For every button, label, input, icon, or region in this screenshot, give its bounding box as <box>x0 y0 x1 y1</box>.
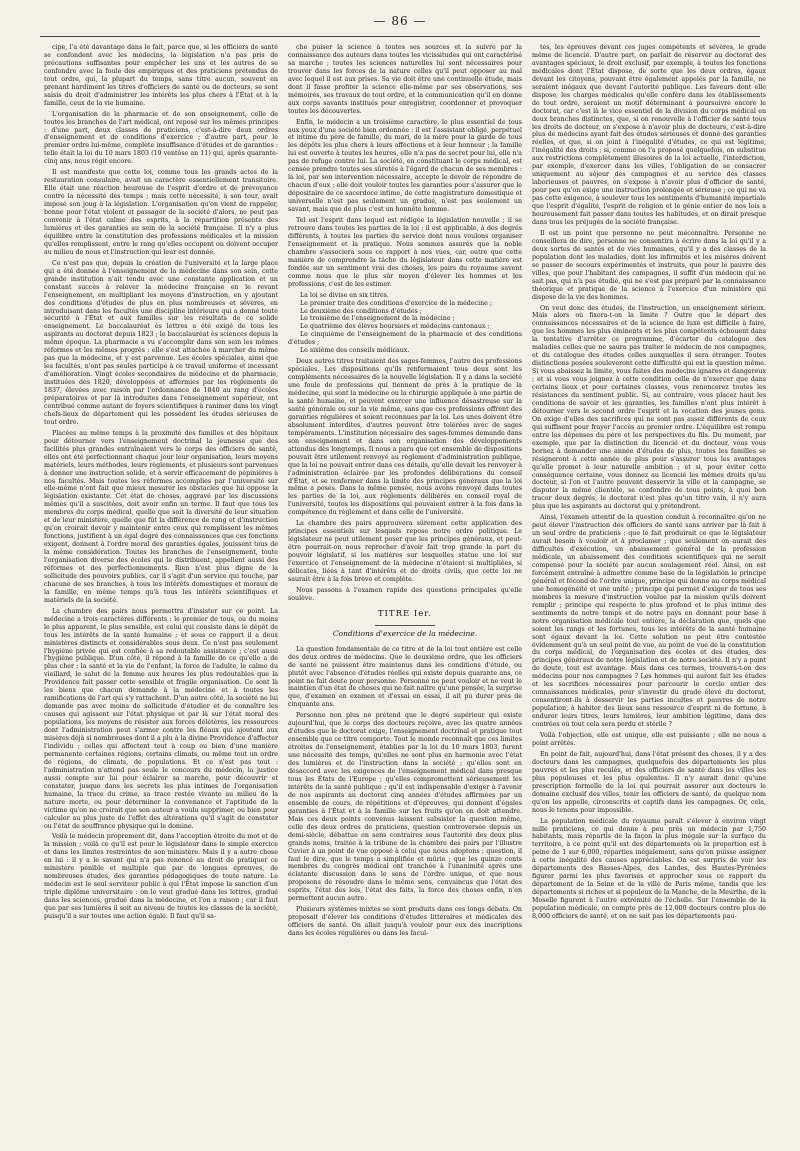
section-title: TITRE Ier. <box>377 608 433 619</box>
list-item: Le cinquième de l'enseignement de la pharmacie et des conditions d'études ; <box>288 331 522 347</box>
paragraph: Ainsi, l'examen attentif de la question conduit à reconnaître qu'on ne peut élever l'instruction des officiers de santé sans arriver par là fait à un seul ordre de praticiens ; que le fait produirait ce que le législateur aurait besoin à vouloir et à proclamer ; que seulement on aurait des difficultés d'exécution, un abaissement général de la profession médicale, un abaissement des conditions scientifiques qui ne serait compensé pour la société par aucun soulagement réel. Ainsi, on est forcément entraîné à admettre comme base de la législation le principe général et fécond de l'ordre unique, principe qui donne au corps médical une homogénéité et une unité ; principe qui permet d'exiger de tous ses membres la mesure d'instruction voulue par la mission qu'ils doivent remplir ; principe qui respecte le plus profond et le plus intime des sentiments de notre temps et de notre pays en donnant pour base à notre organisation médicale tout entière, la déclaration que, quels que soient les rangs et les fortunes, tous les intérêts de la santé humaine sont égaux devant la loi. Cette solution ne peut être contestée évidemment qu'à un seul point de vue, au point de vue de la constitution du corps médical, de l'organisation des écoles et des études, des principes généraux de notre législation et de notre société. Il n'y a point de doute, tout est avantage. Mais dans ces termes, trouvera-t-on des médecins pour nos campagnes ? Les hommes qui auront fait les études et les sacrifices nécessaires pour parcourir le cercle entier des connaissances médicales, pour s'investir du grade élevé du doctorat, consentiront-ils à desservir les parties incultes et pauvres de notre population, à habiter des lieux sans ressource d'esprit ni de fortune, à endurer leurs titres, leurs lumières, leur ambition légitime, dans des contrées où tout cela sera perdu et stérile ? <box>532 514 766 729</box>
list-item: Le troisième de l'enseignement de la médecine ; <box>300 315 455 323</box>
list-item: La loi se divise en six titres. <box>300 291 389 299</box>
text-columns <box>44 44 766 1140</box>
paragraph: Enfin, le médecin a un troisième caractère, le plus essentiel de tous aux yeux d'une société bien ordonnée : il est l'assistant obligé, perpétuel et intime du père de famille, du mari, de la mère pour la garde de tous les dépôts les plus chers à leurs affections et à leur honneur ; la famille lui est ouverte à toutes les heures, elle n'a pas de secret pour lui, elle n'a pas de refuge contre lui. La société, en constituant le corps médical, est censée prendre toutes ses sûretés à l'égard de chacun de ses membres : la loi, par son intervention nécessaire, accepte le devoir de répondre de chacun d'eux ; elle doit vouloir toutes les garanties pour s'assurer que le dépositaire de ce sacerdoce intime, de cette magistrature domestique et universelle n'est pas seulement un gradué, n'est pas seulement un savant, mais que de plus c'est un honnête homme. <box>288 118 522 214</box>
column-middle <box>288 44 522 1140</box>
paragraph: Voilà l'objection, elle est unique, elle est puissante ; elle ne nous a point arrêtés. <box>532 732 766 747</box>
paragraph: En point de fait, aujourd'hui, dans l'état présent des choses, il y a des docteurs dans les campagnes, quelquefois des départements les plus pauvres et les plus reculés, et des officiers de santé dans les villes les plus populeuses et les plus opulentes. Il n'y aurait donc qu'une prescription formelle de la loi qui pourrait assurer aux docteurs le domaine exclusif des villes, tenir les officiers de santé, de quelque nom qu'on les appelle, circonscrits et captifs dans les campagnes. Or, cela, nous le tenons pour impossible. <box>532 750 766 814</box>
column-right <box>532 44 766 1140</box>
paragraph: On veut donc des études, de l'instruction, un enseignement sérieux. Mais alors où fixera-t-on la limite ? Outre que le départ des connaissances nécessaires et de la science de luxe est difficile à faire, que les hommes les plus éminents et les plus compétents échouent dans la tentative d'arrêter ce programme, d'écarter du catalogue des maladies celles que ne saura pas traiter le médecin de nos campagnes, et du catalogue des études celles auxquelles il sera étranger. Toutes distinctions posées souleveront cette difficulté qui est la question même. Si vous abaissez la limite, vous faites des médecins ignares et dangereux ; et si vous vous joignez à cette condition celle de n'exercer que dans certains lieux et pour certaines classes, vous renoncerez toutes les résistances du sentiment public. Si, au contraire, vous placez haut les conditions de savoir et les garanties, les familles n'ont plus intérêt à détourner vers le second ordre l'esprit et la vocation des jeunes gens. On exige d'elles des sacrifices qui ne sont pas assez différents de ceux qui suffisent pour frayer l'accès au premier ordre. L'équilibre est rompu entre les dépenses du père et les perspectives du fils. Du moment, par exemple, que par la distinction du licencié et du docteur, vous vous bornez à demander une année d'études de plus, toutes les familles se résigneront à cette année de plus pour s'assurer tous les avantages qu'elle promet à leur naturelle ambition ; et si, pour éviter cette conséquence certaine, vous donnez au licencié les mêmes droits qu'au docteur, si l'on et l'autre peuvent desservir la ville et la campagne, se disputer la même clientèle, se confondre de tous points, à quoi bon tracer deux degrés, le doctorat n'est plus qu'un titre vain, il n'y aura plus que les aspirants au doctorat qui y prétendront. <box>532 304 766 511</box>
list-item: Le premier traite des conditions d'exercice de la médecine ; <box>300 299 492 307</box>
list-item: Le sixième des conseils médicaux. <box>300 347 410 355</box>
paragraph: Personne non plus ne prétend que le degré supérieur qui existe aujourd'hui, que le corps des docteurs reçoive, avec les quatre années d'études que le doctorat exige, l'enseignement doctrinal et pratique tout ensemble que ce titre comporte. Tout le monde reconnaît que ces limites étroites de l'enseignement, établies par la loi du 10 mars 1803, furent une nécessité des temps, qu'elles ne sont plus en harmonie avec l'état des lumières et de l'instruction dans la société ; qu'elles sont en désaccord avec les exigences de l'enseignement médical dans presque tous les États de l'Europe ; qu'elles compromettent sérieusement les intérêts de la santé publique ; qu'il est indispensable d'exiger à l'avenir de nos aspirants au doctorat cinq années d'études affirmées par un ensemble de cours, de répétitions et d'épreuves, qui donnent d'égales garanties à l'État et à la famille sur les fruits qu'on en doit attendre. Mais ces deux points convenus laissent subsister la question même, celle des deux ordres de praticiens, question controversée depuis un demi-siècle, débattue en sens contraires sous l'autorité des deux plus grands noms, traitée à la tribune de la chambre des pairs par l'illustre Cuvier à un point de vue opposé à celui que nous adoptons ; question, il faut le dire, que le temps a simplifiée et mûrie ; que les quinze cents membres du congrès médical ont tranchée à l'unanimité après une éclatante discussion dans le sens de l'ordre unique, et que nous proposons de résoudre dans le même sens, convaincus que l'état des esprits, l'état des lois, l'état des faits, la force des choses enfin, n'en permettent aucun autre. <box>288 712 522 903</box>
paragraph: Ce n'est pas que, depuis la création de l'université et la large place qui a été donnée à l'enseignement de la médecine dans son sein, cette grande institution n'ait tendu avec une constante application et un constant succès à relever la médecine française en le revant l'enseignement, en multipliant les moyens d'instruction, en y ajoutant des conditions d'études de plus en plus nombreuses et sévères, en introduisant dans les facultés une discipline intérieure qui a donné toute sécurité à l'État et aux familles sur les résultats de ce solide enseignement. Le baccalauréat ès lettres a été exigé de tous les aspirants au doctorat depuis 1823 ; le baccalauréat ès sciences depuis la même époque. La pharmacie a vu s'accomplir dans son sein les mêmes réformes et les mêmes progrès : elle s'est attachée à marcher du même pas que la médecine, et y est parvenue. Les écoles spéciales, ainsi que les facultés, n'ont pas seules participé à ce travail uniforme et incessant d'amélioration. Vingt écoles secondaires de médecine et de pharmacie, instituées dès 1820, développées et affermies par les règlements de 1837, élevées avec raison par l'ordonnance de 1840 au rang d'écoles préparatoires et par là introduites dans l'enseignement supérieur, ont contribué comme autant de foyers scientifiques à ranimer dans les vingt chefs-lieux de département qui les possèdent les études sérieuses de tout ordre. <box>44 259 278 426</box>
title-list <box>288 292 522 356</box>
paragraph: cipe, l'a été davantage dans le fait, parce que, si les officiers de santé se confondent avec les médecins, la législation n'a pas pris de précautions suffisantes pour empêcher les uns et les autres de se confondre avec la foule des empiriques et des praticiens prétendus de tout ordre, qui, la plupart du temps, sans titre aucun, souvent en prenant hardiment les titres d'officiers de santé ou de docteurs, se sont saisis du droit d'administrer les intérêts les plus chers à l'État et à la famille, ceux de la vie humaine. <box>44 44 278 107</box>
paragraph: L'organisation de la pharmacie et de son enseignement, celle de toutes les branches de l'art médical, ont reposé sur les mêmes principes : d'une part, deux classes de praticiens, c'est-à-dire deux ordres d'enseignement et de conditions d'exercice ; d'autre part, pour le premier ordre lui-même, complète insuffisance d'études et de garanties : telle était la loi du 10 mars 1803 (19 ventôse an 11) qui, après quarante-cinq ans, nous régit encore. <box>44 110 278 166</box>
paragraph: Deux autres titres traitaient des sages-femmes, l'autre des professions spéciales. Les dispositions qu'ils renfermaient tous deux sont les compléments nécessaires de la nouvelle législation. Il y a dans la société une foule de professions qui tiennent de près à la pratique de la médecine, qui sont la médecine ou la chirurgie appliquée à une partie de la santé humaine, et peuvent exercer une influence désastreuse sur la santé générale ou sur la vie même, sans que ces professions offrent des garanties régulières et soient reconnues par la loi. Les unes doivent être absolument interdites, d'autres peuvent être tolérées avec de sages tempéraments. L'institution nécessaire des sages-femmes demande dans son enseignement et dans son organisation des développements attendus dès longtemps. Il nous a paru que cet ensemble de dispositions pouvait être utilement renvoyé au règlement d'administration publique, que la loi ne pouvait entrer dans ces détails, qu'elle devait les renvoyer à l'administration éclairée par les profondes délibérations du conseil d'État, et se renfermer dans la limite des principes généraux que la loi même a posés. Dans la même pensée, nous avons renvoyé dans toutes les parties de la loi, aux règlements délibérés en conseil royal de l'université, toutes les dispositions qui pouvaient entrer à la fois dans la compétence du règlement et dans celle de l'université. <box>288 358 522 517</box>
list-item: Le deuxième des conditions d'études ; <box>300 307 422 315</box>
page-number: — 86 — <box>373 14 427 28</box>
paragraph: tés, les épreuves devant ces juges compétents et sévères, le grade même de licencié. D'autre part, on parlait de réserver au doctorat des avantages spéciaux, le droit exclusif, par exemple, à toutes les fonctions médicales dont l'État dispose, de sorte que les deux ordres, égaux devant les citoyens, pouvant être également appelés par la famille, ne seraient inégaux que devant l'autorité publique. Les faveurs dont elle dispose, les charges médicales qu'elle confère dans les établissements de tout ordre, seraient un motif déterminant à poursuivre encore le doctorat, car c'est là le vice essentiel de la division du corps médical en deux branches distinctes, que, si on renouvelle à l'officier de santé tous les droits de docteur, on s'expose à n'avoir plus de docteurs, c'est-à-dire plus de médecins ayant fait des études sérieuses et donné des garanties réelles, et que, si on joint à l'inégalité d'études, ce qui est légitime, l'inégalité des droits ; si, comme on l'a proposé quelquefois, on substitue aux restrictions complètement illusoires de la loi actuelle, l'interdiction, par exemple, d'exercer dans les villes, l'obligation de se consacrer uniquement au séjour des campagnes et au service des classes laborieuses et pauvres, on s'expose à n'avoir plus d'officier de santé, pour peu qu'on exige une instruction prolongée et sérieuse ; ce qui ne va pas cette exigence, à soulever tous les sentiments d'humanité impartiale que l'esprit d'égalité, l'esprit de religion et le génie entier de nos lois a heureusement fait passer dans toutes les habitudes, et on dirait presque dans tous les préjugés de la société française. <box>532 44 766 226</box>
paragraph: Plusieurs systèmes mixtes se sont produits dans ces longs débats. On proposait d'élever les conditions d'études littéraires et médicales des officiers de santé. On allait jusqu'à vouloir pour eux des inscriptions dans les écoles régulières ou dans les facul- <box>288 906 522 938</box>
paragraph: La question fondamentale de ce titre et de la loi tout entière est celle des deux ordres de médecins. Que le deuxième ordre, que les officiers de santé ne puissent être maintenus dans les conditions d'étude, ou plutôt avec l'absence d'études réelles qui existe depuis quarante ans, ce point ne fait doute pour personne. Personne ne peut vouloir et ne veut le maintien d'un état de choses qui ne fait naître qu'une pensée, la surprise que, d'examen en examen et d'essai en essai, il ait pu durer près de cinquante ans. <box>288 645 522 709</box>
divider <box>375 625 435 626</box>
paragraph: Tel est l'esprit dans lequel est rédigée la législation nouvelle ; il se retrouve dans toutes les parties de la loi ; il est applicable, à des degrés différents, à toutes les parties du service dont nous voulons organiser l'enseignement et la pratique. Nous sommes assurés que la noble chambre s'associera sous ce rapport à nos vues, car, outre que cette manière de comprendre la tâche du législateur dans cette matière est fondée sur un sentiment vrai des choses, les pairs du royaume savent comme nous que le plus sûr moyen d'élever les hommes et les professions, c'est de les estimer. <box>288 217 522 288</box>
section-subtitle: Conditions d'exercice de la médecine. <box>332 628 478 638</box>
paragraph: Placées au même temps à la proximité des familles et des hôpitaux pour détourner vers l'enseignement doctrinal la jeunesse que des facilités plus grandes entraînaient vers le corps des officiers de santé, elles ont été perfectionnant chaque jour leur organisation, leurs moyens matériels, leurs méthodes, leurs règlements, et plusieurs sont parvenues à donner une instruction solide, et à servir efficacement de pépinières à nos facultés. Mais toutes les réformes accomplies par l'université sur elle-même n'ont fait que mieux mesurer les obstacles que lui oppose la législation existante. Cet état de choses, aggravé par les discussions mêmes qu'il a suscitées, doit avoir enfin un terme. Il faut que tous les membres du corps médical, quelle que soit la diversité de leur situation et de leur ministère, quelle que fût la différence de rang et d'instruction qu'on croirait devoir y maintenir entre ceux qui remplissent les mêmes fonctions, justifient à un égal degré des connaissances que ces fonctions exigent, donnent à l'ordre moral des garanties égales, jouissent tous de la même considération. Toutes les branches de l'enseignement, toute l'organisation diverse des écoles qui le distribuent, appellent aussi des réformes et des perfectionnements. Rien n'est plus digne de la sollicitude des pouvoirs publics, car il s'agit d'un service qui touche, par chacune de ses branches, à tous les intérêts domestiques et moraux de la famille, en même temps qu'à tous les intérêts scientifiques et matériels de la société. <box>44 429 278 604</box>
paragraph: Nous passons à l'examen rapide des questions principales qu'elle soulève. <box>288 586 522 602</box>
paragraph: Voilà le médecin proprement dit, dans l'acception étroite du mot et de la mission ; voilà ce qu'il est pour le législateur dans le simple exercice et dans les limites restreintes de son ministère. Mais il y a autre chose en lui : il y a le savant qui n'a pas renoncé au droit de pratiquer ce ministère pénible et multiple que par de longues épreuves, de nombreuses études, des garanties pédagogiques de toute nature. Le médecin est le seul serviteur public à qui l'État impose la sanction d'un triple diplôme universitaire : on le veut gradué dans les lettres, gradué dans les sciences, gradué dans la médecine, et l'on a raison ; car il faut que par ses lumières il soit au niveau de toutes les classes de la société, puisqu'il a sur toutes une action égale. Il faut qu'il sa- <box>44 833 278 920</box>
paragraph: La chambre des pairs nous permettra d'insister sur ce point. La médecine a trois caractères différents : le premier de tous, ou du moins le plus apparent, le plus sensible, est celui qui consiste dans le dépôt de tous les intérêts de la santé humaine ; et sous ce rapport il a deux ministères distincts et considérables sous deux. Ce n'est pas seulement l'hygiène privée qui est confiée à sa redoutable assistance ; c'est aussi l'hygiène publique. D'un côté, il répond à la famille de ce qu'elle a de plus cher ; la santé et la vie de l'enfant, la force de l'adulte, le calme du vieillard, le salut de la femme aux heures les plus redoutables que la Providence fait passer cette sensible et fragile organisation. Ce sont là les biens que chacun demande à la médecine et à toutes les ramifications de l'art qui s'y rattachent. D'un autre côté, la société ne lui demande pas avec moins de sollicitude d'étudier et de connaître les causes qui agissent sur l'état physique et par là sur l'état moral des populations, les moyens de résister aux forces délétères, les ressources dont l'administration peut s'armer contre les fléaux qui ajoutent aux misères déjà si nombreuses dont il a plu à la divine Providence d'affecter l'individu ; celles qui affectent tout à coup ou bien d'une manière permanente certaines régions, certains climats, ou même tout un ordre de régions, de climats, de populations. Et ce n'est pas tout : l'administration n'attend pas seule le concours du médecin, la justice aussi compte sur lui pour éclairer sa marche, pour découvrir et constater, jusque dans les secrets les plus intimes de l'organisation humaine, la trace du crime, sa trace restée vivante au milieu de la nature morte, ou pour déterminer la convenance et l'aptitude de la victime qu'on ne croirait que son auteur a voulu supprimer, ou bien pour calculer au plus juste de l'effet des altérations qu'il s'agit de constater ou l'état de souffrance physique qui le domine. <box>44 607 278 830</box>
list-item: Le quatrième des élèves boursiers et médecins cantonaux ; <box>300 323 490 331</box>
page-header <box>40 12 760 37</box>
paragraph: La chambre des pairs approuvera sûrement cette application des principes essentiels sur lesquels repose notre ordre politique. Le législateur ne peut utilement poser que les principes généraux, et peut-être pourrait-on nous reprocher d'avoir fait trop grande la part du pouvoir législatif, si les matières sur lesquelles statue une loi sur l'exercice et l'enseignement de la médecine n'étaient si multipliées, si délicates, liées à tant d'intérêts et de droits civils, que cette loi ne saurait être à la fois brève et complète. <box>288 520 522 583</box>
paragraph: Il est un point que personne ne peut méconnaître. Personne ne conseillera de dire, personne ne consentira à écrire dans la loi qu'il y a deux sortes de santés et de vies humaines, qu'il y a des classes de la population dont les maladies, dont les infirmités et les misères doivent se passer de secours expérimentés et instruits, que pour le pauvre des villes, que pour l'habitant des campagnes, il suffit d'un médecin qui ne sait pas, qui n'a pas étudié, qui ne s'est pas préparé par la connaissance théorique et pratique de la science à l'exercice d'un ministère qui dispose de la vie des hommes. <box>532 229 766 301</box>
paragraph: Il est manifeste que cette loi, comme tous les grands actes de la restauration consulaire, avait un caractère essentiellement transitoire. Elle était une réaction heureuse de l'esprit d'ordre et de prévoyance contre la nécessité des temps ; mais cette nécessité, à son tour, avait imposé son joug à la législation. L'organisation qu'on vient de rappeler, bonne pour l'état violent et passager de la société d'alors, ne peut pas convenir à l'état calme des esprits, à la répartition présente des lumières et des garanties au sein de la société française. Il n'y a plus équilibre entre la constitution des professions médicales et la mission qu'elles remplissent, entre le rang qu'elles occupent ou doivent occuper au milieu de nous et l'instruction qui leur est donnée. <box>44 169 278 256</box>
paragraph: che puiser la science à toutes ses sources et la suivre par la connaissance des auteurs dans toutes les vicissitudes qui ont caractérisé sa marche ; toutes les sciences naturelles lui sont nécessaires pour trouver dans les forces de la nature celles qu'il peut opposer au mal avec lequel il est aux prises. Sa vie doit être une continuelle étude, mais dont il fasse profiter la science elle-même par ses observations, ses mémoires, ses travaux de tout ordre, et la communication qu'il en donne aux corps savants institués pour enregistrer, coordonner et provoquer toutes les découvertes. <box>288 44 522 115</box>
paragraph: La population médicale du royaume paraît s'élever à environ vingt mille praticiens, ce qui donne à peu près un médecin par 1,750 habitants, mais répartis de la façon la plus inégale sur la surface du territoire, à ce point qu'il est des départements où la proportion est à peine de 1 sur 6,000, réparties inégalement, sans qu'on puisse assigner à cette inégalité des causes appréciables. On est surpris de voir les départements des Basses-Alpes, des Landes, des Hautes-Pyrénées figurer parmi les plus favorisés et approcher sous ce rapport du département de la Seine et de la ville de Paris même, tandis que les départements si riches et si populeux de la Manche, de la Meurthe, de la Moselle figurent à l'autre extrémité de l'échelle. Sur l'ensemble de la population médicale, on compte près de 12,000 docteurs contre plus de 8,000 officiers de santé, et on ne sait pas les départements pau- <box>532 817 766 920</box>
column-left <box>44 44 278 1140</box>
